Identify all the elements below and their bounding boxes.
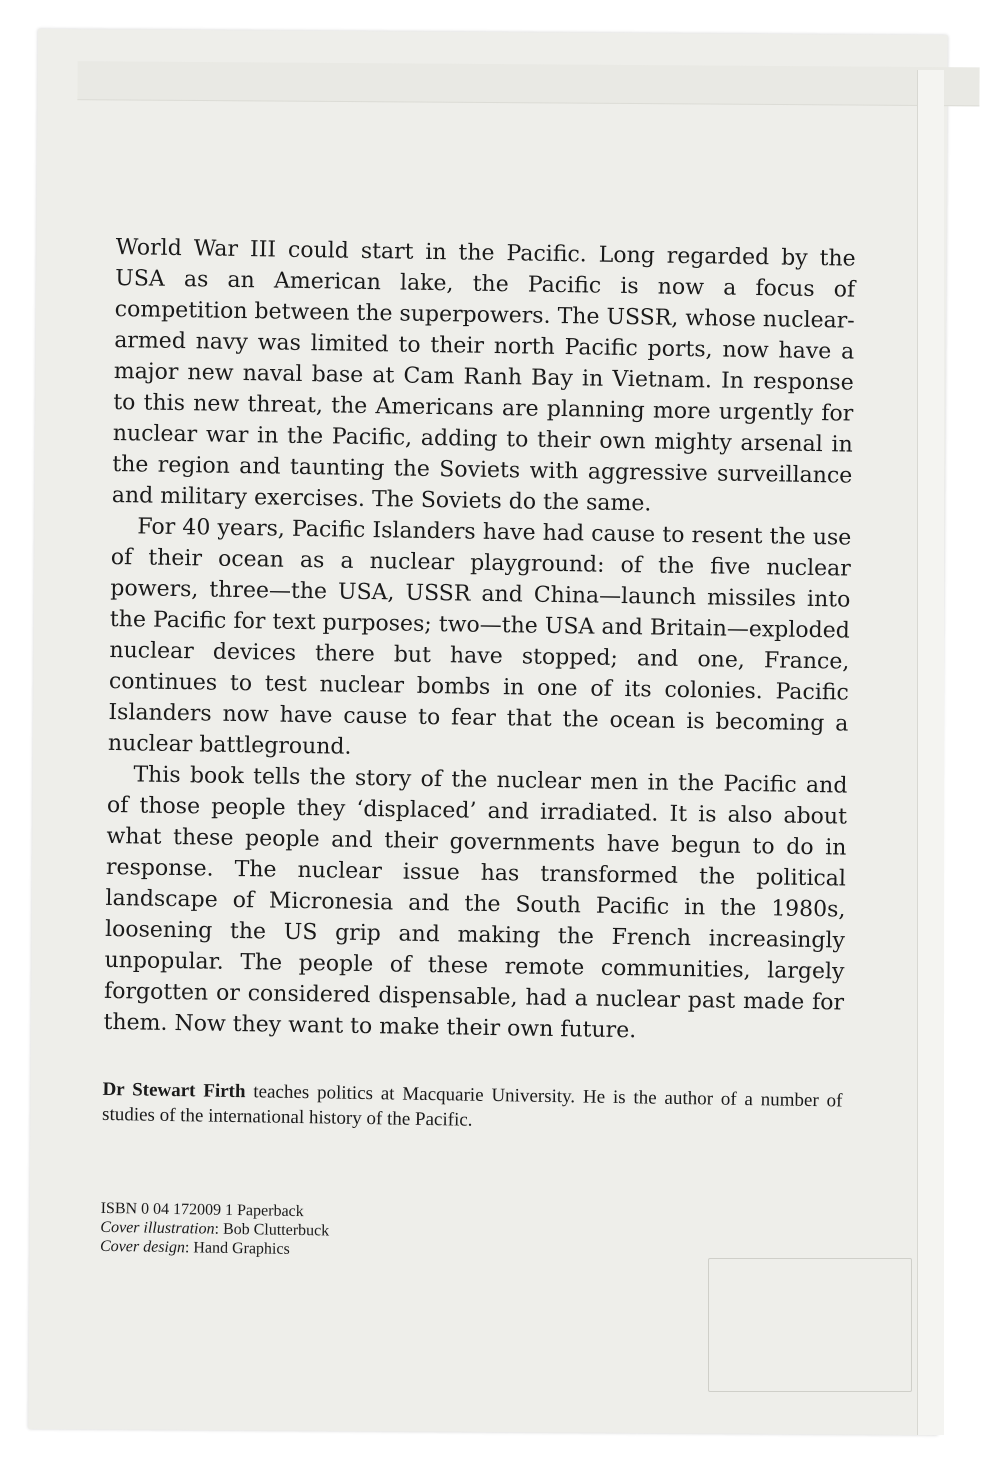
cover-illustration-value: : Bob Clutterbuck (214, 1220, 330, 1240)
blurb-paragraph: For 40 years, Pacific Islanders have had cause to resent the use of their ocean as a nuclear playground: of the five nuclear powers, three—the USA, USSR and China—launch missiles into the Pacific for text purposes; two—the USA and Britain—exploded nuclear devices there but have stopped; and one, France, continues to test nuclear bombs in one of its colonies. Pacific Islanders now have cause to fear that the ocean is becoming a nuclear battleground. (107, 514, 852, 760)
blurb-paragraph: This book tells the story of the nuclear men in the Pacific and of those people they ‘displaced’ and irradiated. It is also about what these people and their governments have begun to do in response. The nuclear issue has transformed the political landscape of Micronesia and the South Pacific in the 1980s, loosening the US grip and making the French increasingly unpopular. The people of these remote communities, largely forgotten or considered dispensable, had a nuclear past made for them. Now they want to make their own future. (103, 762, 848, 1044)
author-bio (102, 1077, 843, 1139)
barcode-area (708, 1258, 912, 1392)
author-name: Dr Stewart Firth (102, 1078, 246, 1103)
cover-right-edge (917, 70, 944, 1435)
isbn: ISBN 0 04 172009 1 Paperback (100, 1199, 304, 1221)
cover-top-edge (77, 61, 979, 106)
cover-design-label: Cover design (99, 1237, 186, 1257)
blurb-paragraph: World War III could start in the Pacific. Long regarded by the USA as an American lake, the Pacific is now a focus of competition between the superpowers. The USSR, whose nuclear-armed navy was limited to their north Pacific ports, now have a major new naval base at Cam Ranh Bay in Vietnam. In response to this new threat, the Americans are planning more urgently for nuclear war in the Pacific, adding to their own mighty arsenal in the region and taunting the Soviets with aggressive surveillance and military exercises. The Soviets do the same. (111, 234, 856, 517)
back-cover-text (100, 232, 856, 1267)
cover-illustration-label: Cover illustration (100, 1218, 215, 1238)
author-bio-text: teaches politics at Macquarie University. He is the author of a number of studies of the international history of the Pacific. (101, 1081, 843, 1131)
cover-design-value: : Hand Graphics (184, 1239, 290, 1258)
blurb (103, 232, 856, 1050)
